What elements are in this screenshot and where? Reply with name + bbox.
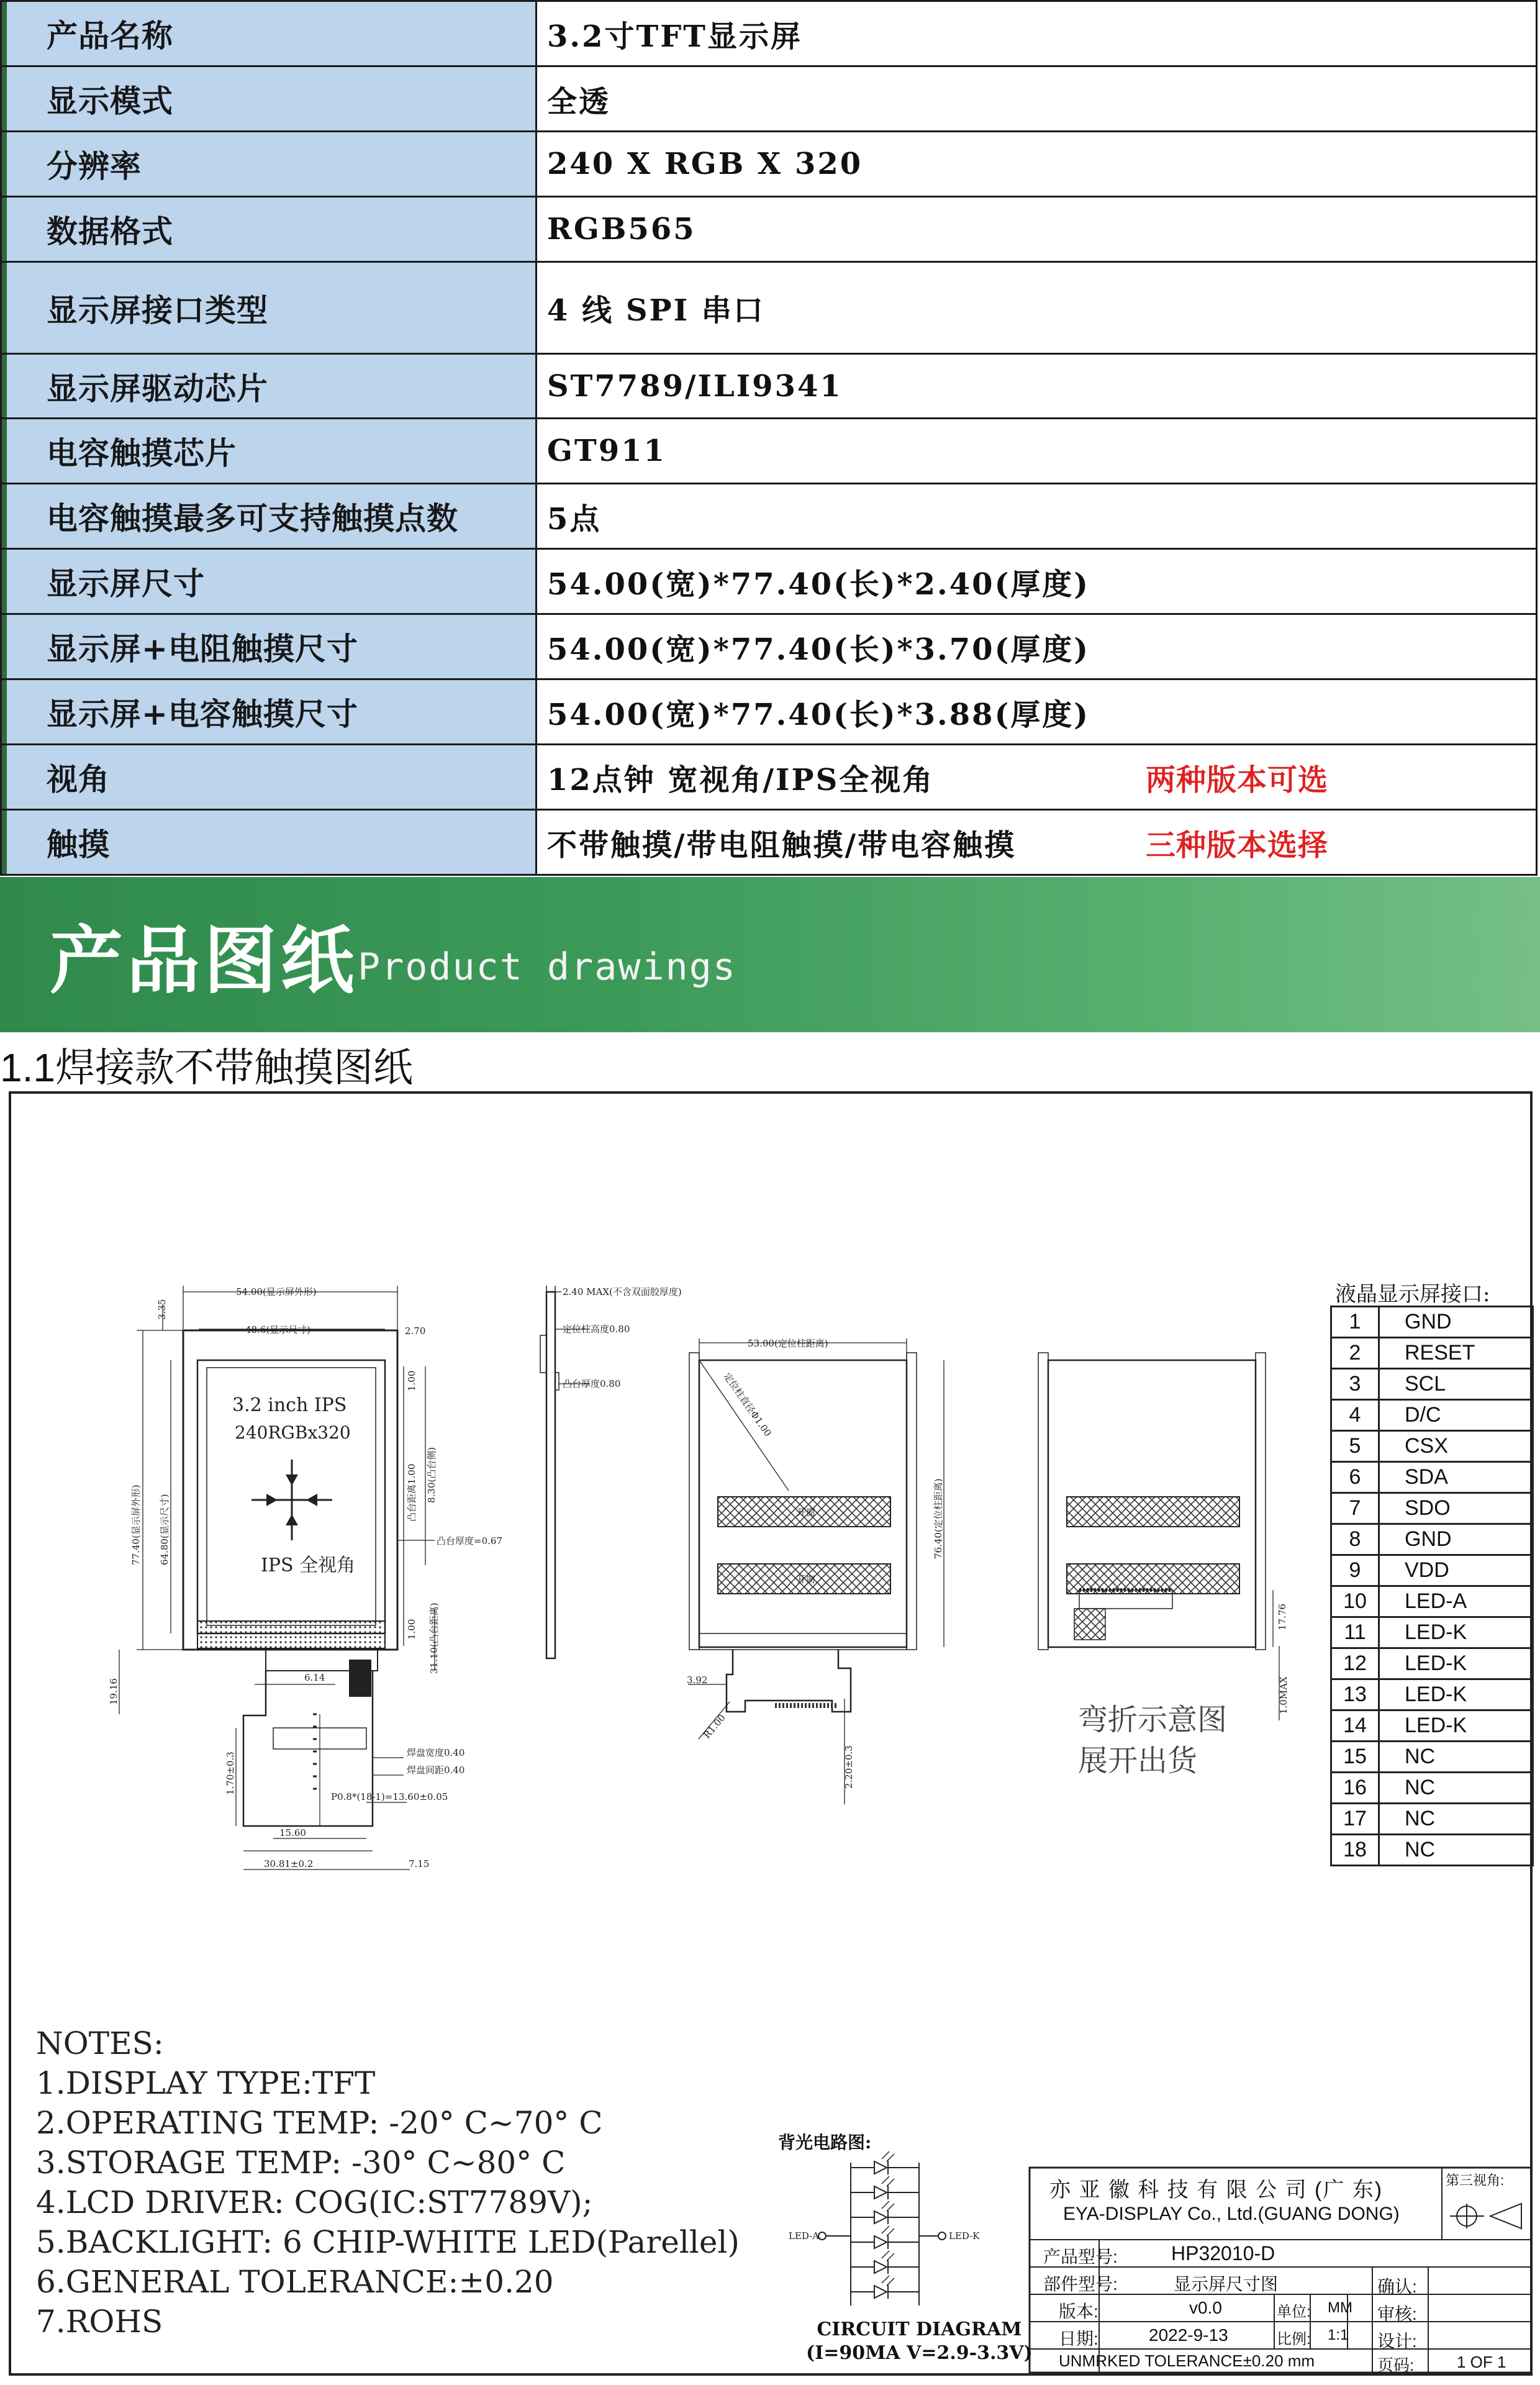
tb-scale: 1:1 [1328,2327,1349,2343]
led-symbol [851,2201,919,2224]
back-d392: 3.92 [687,1674,708,1686]
tb-review: 审核: [1377,2304,1417,2324]
pin-row [1331,1524,1533,1555]
back-post-dia: 定位柱直径Φ1.00 [721,1370,774,1439]
pin-row [1331,1431,1533,1462]
spec-label: 电容触摸最多可支持触摸点数 [2,484,537,548]
note-line: 3.STORAGE TEMP: -30° C~80° C [36,2145,566,2181]
pin-number: 11 [1331,1617,1379,1648]
spec-value-text: 240 X RGB X 320 [547,147,863,181]
pin-number: 14 [1331,1710,1379,1742]
dim-bump-note: 凸台距离1.00 [406,1463,417,1522]
back-d220: 2.20±0.3 [843,1745,854,1789]
spec-value-text: 全透 [547,84,611,119]
backlight-circuit [789,2151,980,2306]
tb-model-label: 产品型号: [1043,2247,1118,2266]
pin-number: 8 [1331,1524,1379,1555]
circuit-caption [806,2318,1033,2365]
pin-number: 12 [1331,1648,1379,1679]
pin-signal: GND [1379,1524,1533,1555]
pin-signal: LED-K [1379,1679,1533,1710]
note-line: 5.BACKLIGHT: 6 CHIP-WHITE LED(Parellel) [36,2224,740,2260]
back-open-1: 开窗 [797,1507,816,1518]
pin-signal: LED-K [1379,1710,1533,1742]
pin-signal: NC [1379,1742,1533,1773]
front-label-1: 3.2 inch IPS [232,1394,347,1416]
pin-signal: LED-A [1379,1586,1533,1617]
pin-number: 6 [1331,1462,1379,1493]
dim-right-gap: 2.70 [405,1325,426,1337]
dim-pin-gap: 焊盘间距0.40 [407,1765,465,1776]
dim-side-gap: 1.00 [406,1370,417,1391]
pin-row [1331,1338,1533,1369]
pin-signal: D/C [1379,1400,1533,1431]
spec-label: 显示屏尺寸 [2,550,537,613]
spec-label: 显示屏+电容触摸尺寸 [2,680,537,743]
banner-title-cn: 产品图纸 [50,918,358,1004]
back-view [687,1338,944,1804]
dim-fpc-len: 19.16 [108,1678,119,1705]
front-label-3: IPS 全视角 [261,1555,356,1576]
bend-note-line2: 展开出货 [1078,1743,1198,1778]
dim-bottom-gap: 1.00 [406,1619,417,1640]
led-symbol [851,2276,919,2299]
spec-value-text: 不带触摸/带电阻触摸/带电容触摸 [547,827,1017,863]
dim-outline-h: 77.40(显示屏外形) [130,1484,142,1565]
tb-date-label: 日期: [1059,2329,1098,2348]
pin-signal: LED-K [1379,1617,1533,1648]
spec-value-text: 3.2寸TFT显示屏 [547,19,803,54]
dim-bump-total: 31.10(凸台距离) [428,1602,440,1674]
back-open-2: 开窗 [797,1574,816,1585]
circuit-title: 背光电路图: [778,2132,872,2153]
note-line: 6.GENERAL TOLERANCE:±0.20 [36,2264,554,2300]
spec-value-text: 54.00(宽)*77.40(长)*3.70(厚度) [547,632,1090,667]
dim-bump-thk: 凸台厚度=0.67 [437,1535,502,1547]
tb-company-cn: 亦 亚 徽 科 技 有 限 公 司 (广 东) [1049,2178,1384,2202]
spec-value-text: 5点 [547,501,602,537]
pin-row [1331,1493,1533,1524]
spec-label: 分辨率 [2,132,537,196]
pin-table-title: 液晶显示屏接口: [1335,1282,1490,1307]
pin-number: 3 [1331,1369,1379,1400]
pin-row [1331,1742,1533,1773]
pin-row [1331,1648,1533,1679]
note-line: 4.LCD DRIVER: COG(IC:ST7789V); [36,2184,593,2220]
tb-part-label: 部件型号: [1043,2274,1118,2294]
section-title: 1.1焊接款不带触摸图纸 [0,1045,413,1090]
dim-pin-pitch: 焊盘宽度0.40 [407,1747,465,1758]
back-post-dist-h: 76.40(定位柱距离) [933,1478,944,1559]
tb-part: 显示屏尺寸图 [1174,2274,1279,2294]
tb-date: 2022-9-13 [1149,2325,1228,2345]
pin-signal: LED-K [1379,1648,1533,1679]
dim-pin-count: P0.8*(18-1)=13.60±0.05 [331,1791,448,1802]
bent-max: 1.0MAX [1278,1676,1289,1714]
pin-number: 17 [1331,1804,1379,1835]
pin-row [1331,1773,1533,1804]
spec-value-text: RGB565 [547,212,696,247]
pin-number: 5 [1331,1431,1379,1462]
front-view [108,1286,502,1869]
circuit-caption-2: (I=90MA V=2.9-3.3V) [806,2342,1033,2364]
pin-number: 4 [1331,1400,1379,1431]
side-view [540,1286,682,1658]
pin-row [1331,1679,1533,1710]
pin-row [1331,1804,1533,1835]
pin-number: 18 [1331,1835,1379,1866]
side-max-thk: 2.40 MAX(不含双面胶厚度) [563,1286,682,1297]
spec-label: 显示屏接口类型 [2,263,537,353]
spec-label: 产品名称 [2,2,537,65]
pin-signal: RESET [1379,1338,1533,1369]
pin-row [1331,1555,1533,1586]
tb-page: 1 OF 1 [1457,2353,1506,2371]
tb-confirm: 确认: [1377,2277,1417,2296]
bent-d1776: 17.76 [1277,1604,1288,1630]
pin-signal: NC [1379,1835,1533,1866]
tb-model: HP32010-D [1171,2242,1275,2265]
tb-version-label: 版本: [1059,2302,1098,2321]
dim-top-gap: 3.35 [156,1299,168,1320]
pin-row [1331,1400,1533,1431]
spec-label: 触摸 [2,811,537,874]
banner-title-en: Product drawings [358,945,736,989]
tb-unit: MM [1328,2299,1352,2316]
spec-value-text: 54.00(宽)*77.40(长)*3.88(厚度) [547,697,1090,732]
dim-fpc-1-70: 1.70±0.3 [225,1751,236,1795]
note-line: 7.ROHS [36,2304,163,2340]
pin-row [1331,1369,1533,1400]
pin-number: 1 [1331,1307,1379,1338]
spec-option-note: 两种版本可选 [1146,762,1329,797]
pin-row [1331,1586,1533,1617]
dim-fpc-off: 7.15 [409,1858,430,1869]
pin-row [1331,1462,1533,1493]
tb-tolerance: UNMRKED TOLERANCE±0.20 mm [1059,2351,1315,2370]
dim-fpc-w: 15.60 [279,1827,306,1838]
pin-signal: CSX [1379,1431,1533,1462]
spec-value-text: ST7789/ILI9341 [547,368,843,404]
tb-company-en: EYA-DISPLAY Co., Ltd.(GUANG DONG) [1063,2204,1400,2224]
pin-signal: NC [1379,1773,1533,1804]
pin-signal: VDD [1379,1555,1533,1586]
back-post-dist-w: 53.00(定位柱距离) [748,1338,828,1349]
spec-option-note: 三种版本选择 [1146,827,1329,863]
dim-view-w: 48.6(显示尺寸) [245,1324,311,1335]
circuit-lead-k: LED-K [949,2230,980,2242]
pin-signal: NC [1379,1804,1533,1835]
pin-signal: SDA [1379,1462,1533,1493]
notes [36,2024,740,2342]
pin-signal: SDO [1379,1493,1533,1524]
spec-label: 显示屏驱动芯片 [2,355,537,417]
dim-fpc-total: 30.81±0.2 [264,1858,314,1869]
note-line: 1.DISPLAY TYPE:TFT [36,2065,376,2101]
pin-row [1331,1710,1533,1742]
note-line: NOTES: [36,2025,164,2061]
note-line: 2.OPERATING TEMP: -20° C~70° C [36,2105,603,2141]
pin-number: 10 [1331,1586,1379,1617]
tb-angle: 第三视角: [1446,2173,1505,2188]
pin-signal: SCL [1379,1369,1533,1400]
spec-value-text: 4 线 SPI 串口 [547,293,765,328]
tb-design: 设计: [1377,2332,1417,2351]
pin-row [1331,1617,1533,1648]
led-symbol [851,2226,919,2249]
spec-value-text: 12点钟 宽视角/IPS全视角 [547,762,935,797]
pin-signal: GND [1379,1307,1533,1338]
back-r100: R1.00 [701,1712,728,1741]
circuit-lead-a: LED-A [789,2230,820,2242]
tb-version: v0.0 [1189,2298,1222,2317]
dim-bump-h: 8.30(凸台侧) [426,1447,437,1503]
bent-view [1038,1353,1289,1720]
pin-row [1331,1835,1533,1866]
tb-unit-label: 单位: [1277,2304,1311,2320]
dim-fpc-6: 6.14 [304,1672,325,1683]
spec-value-text: GT911 [547,434,666,468]
spec-value-text: 54.00(宽)*77.40(长)*2.40(厚度) [547,566,1090,602]
spec-label: 数据格式 [2,198,537,261]
pin-number: 2 [1331,1338,1379,1369]
led-symbol [851,2151,919,2174]
bend-note [1078,1699,1227,1781]
side-post-h: 定位柱高度0.80 [563,1324,630,1335]
pin-number: 7 [1331,1493,1379,1524]
front-label-2: 240RGBx320 [235,1422,351,1443]
tb-page-label: 页码: [1377,2356,1415,2374]
dim-view-h: 64.80(显示尺寸) [159,1494,170,1565]
pin-number: 9 [1331,1555,1379,1586]
tb-scale-label: 比例: [1277,2331,1311,2348]
pin-number: 15 [1331,1742,1379,1773]
side-bump-thk: 凸台厚度0.80 [563,1378,621,1389]
spec-label: 显示屏+电阻触摸尺寸 [2,615,537,678]
led-symbol [851,2176,919,2199]
led-symbol [851,2251,919,2274]
pin-number: 16 [1331,1773,1379,1804]
spec-label: 视角 [2,745,537,809]
pin-row [1331,1307,1533,1338]
spec-label: 显示模式 [2,67,537,130]
bend-note-line1: 弯折示意图 [1078,1702,1228,1737]
dim-outline-w: 54.00(显示屏外形) [236,1286,317,1297]
pin-table [1330,1282,1534,1866]
circuit-caption-1: CIRCUIT DIAGRAM [817,2319,1022,2340]
spec-label: 电容触摸芯片 [2,419,537,483]
pin-number: 13 [1331,1679,1379,1710]
